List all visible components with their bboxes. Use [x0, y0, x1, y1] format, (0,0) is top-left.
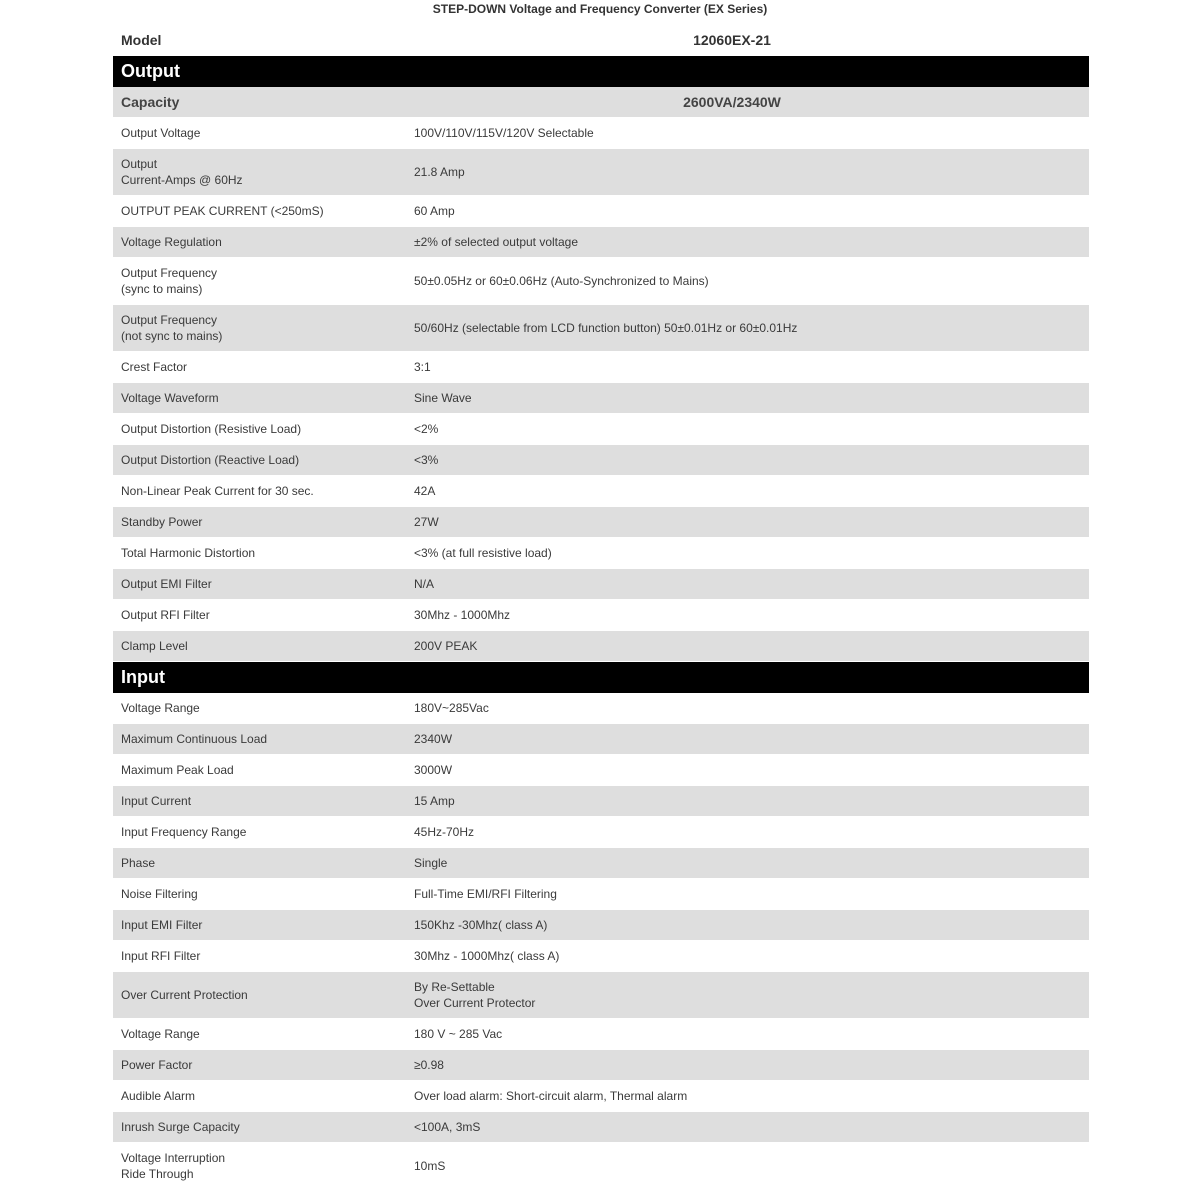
row-value: <2% — [414, 422, 439, 436]
table-row — [113, 538, 1089, 569]
row-value: 50/60Hz (selectable from LCD function button) 50±0.01Hz or 60±0.01Hz — [414, 321, 798, 335]
table-row — [113, 786, 1089, 817]
row-label: Voltage Range — [121, 1027, 200, 1041]
row-value: Single — [414, 856, 448, 870]
input-section-header: Input — [113, 662, 1089, 693]
row-value: 60 Amp — [414, 204, 455, 218]
table-row — [113, 507, 1089, 538]
row-label: Audible Alarm — [121, 1089, 196, 1103]
row-label: Standby Power — [121, 515, 203, 529]
row-label: Voltage Interruption Ride Through — [121, 1151, 226, 1181]
table-row — [113, 941, 1089, 972]
row-value: By Re-Settable Over Current Protector — [414, 980, 536, 1010]
row-value: <100A, 3mS — [414, 1120, 481, 1134]
row-label: Output EMI Filter — [121, 577, 212, 591]
row-label: Output Voltage — [121, 126, 201, 140]
row-value: ≥0.98 — [414, 1058, 444, 1072]
row-label: Noise Filtering — [121, 887, 198, 901]
table-row — [113, 817, 1089, 848]
row-label: Inrush Surge Capacity — [121, 1120, 240, 1134]
table-row — [113, 600, 1089, 631]
table-row — [113, 1081, 1089, 1112]
table-row — [113, 910, 1089, 941]
row-label: Voltage Regulation — [121, 235, 222, 249]
row-value: 15 Amp — [414, 794, 455, 808]
row-label: Input Frequency Range — [121, 825, 247, 839]
row-value: Full-Time EMI/RFI Filtering — [414, 887, 557, 901]
row-value: 200V PEAK — [414, 639, 478, 653]
capacity-value: 2600VA/2340W — [683, 94, 781, 110]
row-label: Output Distortion (Reactive Load) — [121, 453, 300, 467]
row-label: Output Frequency (sync to mains) — [121, 266, 218, 296]
model-row — [113, 24, 1089, 56]
row-label: Crest Factor — [121, 360, 188, 374]
table-row — [113, 693, 1089, 724]
row-value: ±2% of selected output voltage — [414, 235, 579, 249]
row-value: Sine Wave — [414, 391, 472, 405]
row-value: 2340W — [414, 732, 453, 746]
model-value: 12060EX-21 — [693, 31, 771, 48]
row-label: Voltage Waveform — [121, 391, 219, 405]
spec-table — [113, 24, 1089, 1190]
row-label: Clamp Level — [121, 639, 188, 653]
row-value: 30Mhz - 1000Mhz( class A) — [414, 949, 560, 963]
table-row — [113, 305, 1089, 352]
capacity-row — [113, 87, 1089, 118]
row-value: 3000W — [414, 763, 453, 777]
table-row — [113, 476, 1089, 507]
row-value: 3:1 — [414, 360, 431, 374]
row-label: Maximum Continuous Load — [121, 732, 268, 746]
document-title: STEP-DOWN Voltage and Frequency Converter (EX Series) — [432, 2, 768, 16]
row-value: N/A — [414, 577, 435, 591]
table-row — [113, 383, 1089, 414]
table-row — [113, 569, 1089, 600]
table-row — [113, 972, 1089, 1019]
input-rows — [113, 693, 1089, 1190]
row-value: 30Mhz - 1000Mhz — [414, 608, 511, 622]
row-value: 50±0.05Hz or 60±0.06Hz (Auto-Synchronized to Mains) — [414, 274, 709, 288]
table-row — [113, 848, 1089, 879]
row-label: Output Current-Amps @ 60Hz — [121, 157, 243, 187]
row-label: Power Factor — [121, 1058, 193, 1072]
row-value: 45Hz-70Hz — [414, 825, 475, 839]
table-row — [113, 631, 1089, 662]
table-row — [113, 196, 1089, 227]
table-row — [113, 258, 1089, 305]
output-section-header: Output — [113, 56, 1089, 87]
table-row — [113, 1019, 1089, 1050]
row-label: Output Frequency (not sync to mains) — [121, 313, 223, 343]
row-value: 180 V ~ 285 Vac — [414, 1027, 503, 1041]
row-label: OUTPUT PEAK CURRENT (<250mS) — [121, 204, 324, 218]
row-value: 42A — [414, 484, 436, 498]
row-label: Phase — [121, 856, 156, 870]
table-row — [113, 227, 1089, 258]
row-label: Output Distortion (Resistive Load) — [121, 422, 302, 436]
table-row — [113, 118, 1089, 149]
row-label: Input EMI Filter — [121, 918, 203, 932]
table-row — [113, 445, 1089, 476]
row-value: <3% — [414, 453, 439, 467]
row-label: Over Current Protection — [121, 988, 248, 1002]
model-label: Model — [121, 31, 162, 48]
table-row — [113, 352, 1089, 383]
row-label: Non-Linear Peak Current for 30 sec. — [121, 484, 314, 498]
table-row — [113, 1050, 1089, 1081]
row-value: Over load alarm: Short-circuit alarm, Thermal alarm — [414, 1089, 688, 1103]
row-value: <3% (at full resistive load) — [414, 546, 552, 560]
row-value: 21.8 Amp — [414, 165, 465, 179]
row-label: Input Current — [121, 794, 192, 808]
row-label: Output RFI Filter — [121, 608, 210, 622]
row-value: 27W — [414, 515, 439, 529]
table-row — [113, 724, 1089, 755]
row-value: 10mS — [414, 1159, 446, 1173]
table-row — [113, 879, 1089, 910]
row-value: 180V~285Vac — [414, 701, 489, 715]
row-label: Total Harmonic Distortion — [121, 546, 256, 560]
table-row — [113, 1112, 1089, 1143]
table-row — [113, 755, 1089, 786]
row-label: Voltage Range — [121, 701, 200, 715]
table-row — [113, 1143, 1089, 1190]
row-value: 150Khz -30Mhz( class A) — [414, 918, 548, 932]
capacity-label: Capacity — [121, 94, 180, 110]
output-rows — [113, 118, 1089, 662]
table-row — [113, 149, 1089, 196]
row-value: 100V/110V/115V/120V Selectable — [414, 126, 594, 140]
row-label: Maximum Peak Load — [121, 763, 234, 777]
table-row — [113, 414, 1089, 445]
row-label: Input RFI Filter — [121, 949, 201, 963]
